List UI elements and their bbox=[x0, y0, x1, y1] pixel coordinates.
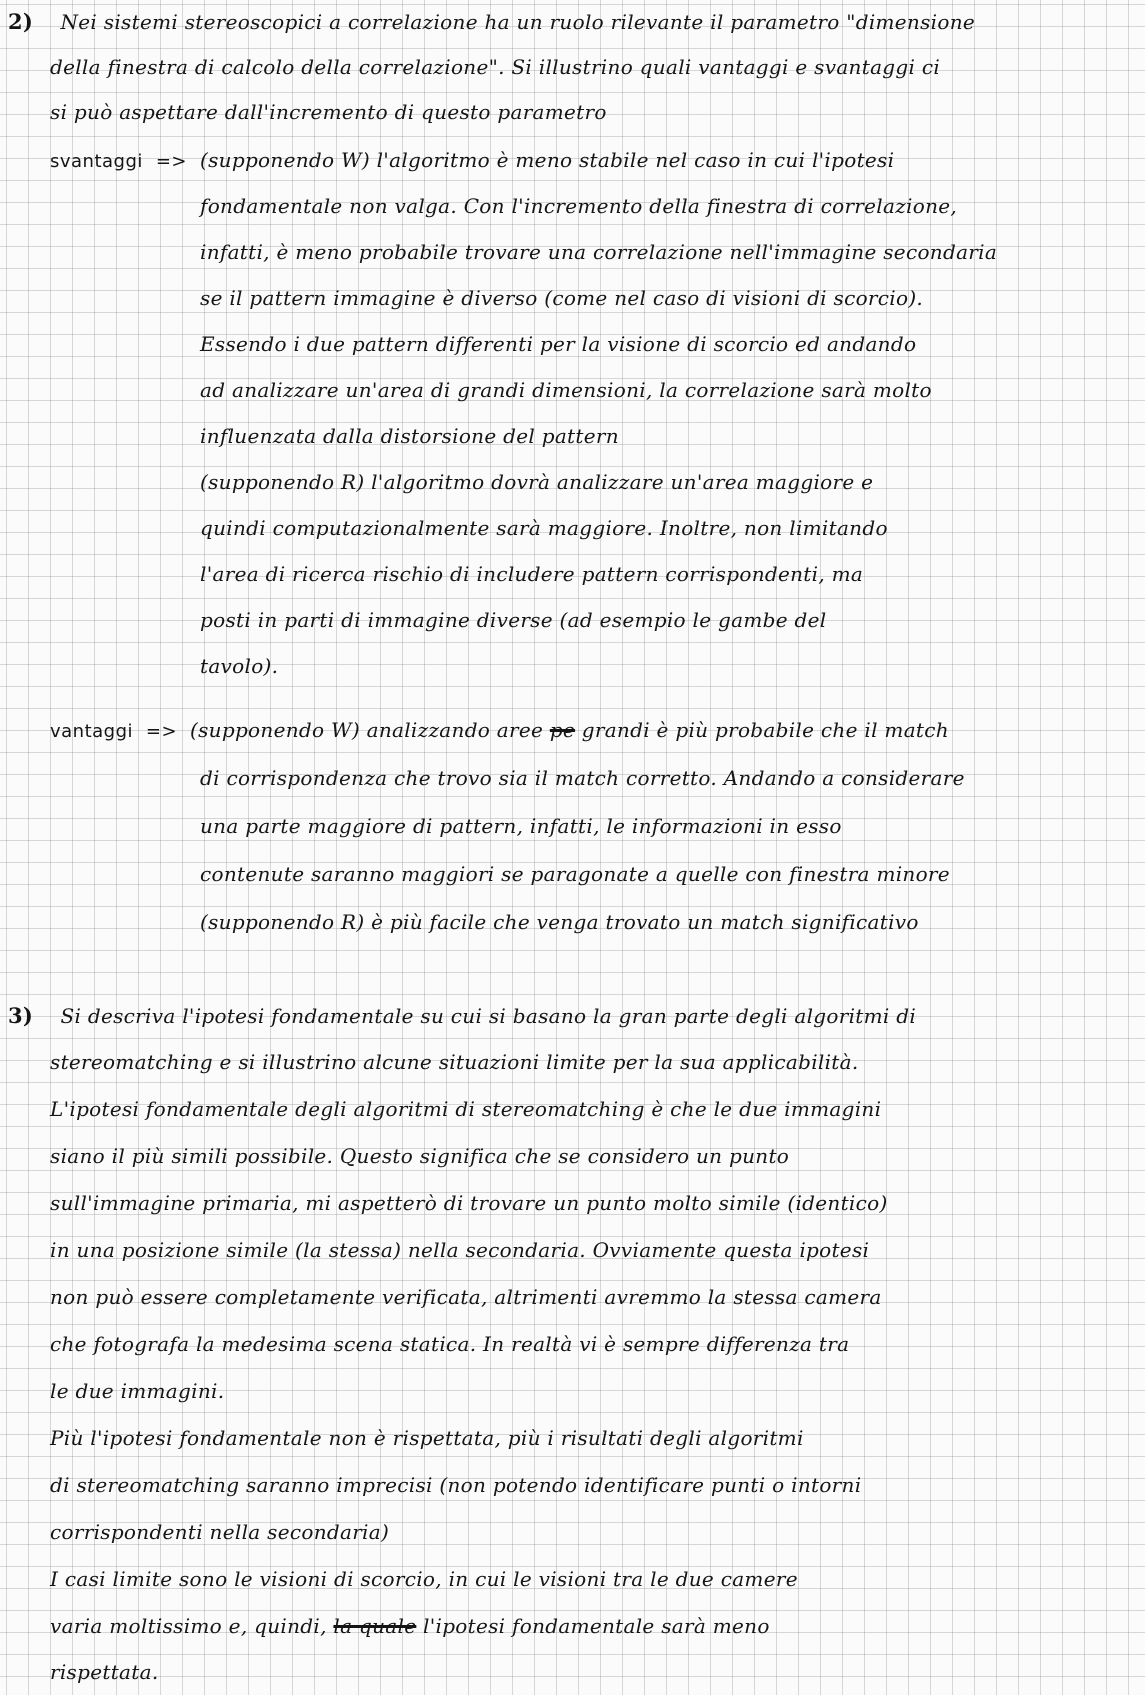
q3-answer-line: siano il più simili possibile. Questo significa che se considero un punto bbox=[50, 1144, 790, 1168]
q3-number: 3) bbox=[8, 1003, 34, 1028]
q3-question-line-2: stereomatching e si illustrino alcune situazioni limite per la sua applicabilità. bbox=[50, 1050, 859, 1074]
q3-answer-line: di stereomatching saranno imprecisi (non potendo identificare punti o intorni bbox=[50, 1473, 862, 1497]
implies-arrow: => bbox=[139, 721, 178, 742]
svantaggi-line: infatti, è meno probabile trovare una correlazione nell'immagine secondaria bbox=[200, 240, 998, 264]
vantaggi-heading bbox=[50, 718, 177, 744]
q2-question-line-1: Nei sistemi stereoscopici a correlazione ha un ruolo rilevante il parametro "dimensione bbox=[60, 10, 976, 34]
svantaggi-line: (supponendo R) l'algoritmo dovrà analizzare un'area maggiore e bbox=[200, 470, 874, 494]
svantaggi-line: Essendo i due pattern differenti per la visione di scorcio ed andando bbox=[200, 332, 917, 356]
svantaggi-line: quindi computazionalmente sarà maggiore. Inoltre, non limitando bbox=[200, 516, 888, 540]
q2-number: 2) bbox=[8, 9, 34, 34]
q2-question-line-3: si può aspettare dall'incremento di questo parametro bbox=[50, 100, 607, 124]
struck-word: la quale bbox=[333, 1614, 417, 1638]
q3-answer-line: L'ipotesi fondamentale degli algoritmi di stereomatching è che le due immagini bbox=[50, 1097, 882, 1121]
vantaggi-line: di corrispondenza che trovo sia il match corretto. Andando a considerare bbox=[200, 766, 965, 790]
q3-answer-line: I casi limite sono le visioni di scorcio, in cui le visioni tra le due camere bbox=[50, 1567, 798, 1591]
svantaggi-heading bbox=[50, 148, 187, 174]
svantaggi-line: tavolo). bbox=[200, 654, 279, 678]
vantaggi-line: (supponendo R) è più facile che venga trovato un match significativo bbox=[200, 910, 919, 934]
vantaggi-line: contenute saranno maggiori se paragonate a quelle con finestra minore bbox=[200, 862, 950, 886]
svantaggi-line: (supponendo W) l'algoritmo è meno stabile nel caso in cui l'ipotesi bbox=[200, 148, 895, 172]
svantaggi-line: ad analizzare un'area di grandi dimensioni, la correlazione sarà molto bbox=[200, 378, 932, 402]
svantaggi-line: fondamentale non valga. Con l'incremento della finestra di correlazione, bbox=[200, 194, 958, 218]
struck-word: pe bbox=[549, 718, 576, 742]
q3-answer-line: che fotografa la medesima scena statica. In realtà vi è sempre differenza tra bbox=[50, 1332, 850, 1356]
vantaggi-line: (supponendo W) analizzando aree pe grandi è più probabile che il match bbox=[190, 718, 949, 742]
q2-line-1 bbox=[8, 10, 975, 34]
vantaggi-label: vantaggi bbox=[50, 721, 134, 742]
svantaggi-line: influenzata dalla distorsione del pattern bbox=[200, 424, 619, 448]
svantaggi-line: l'area di ricerca rischio di includere pattern corrispondenti, ma bbox=[200, 562, 864, 586]
vantaggi-line: una parte maggiore di pattern, infatti, le informazioni in esso bbox=[200, 814, 842, 838]
q3-answer-line: sull'immagine primaria, mi aspetterò di trovare un punto molto simile (identico) bbox=[50, 1191, 888, 1215]
q3-question-line-1: Si descriva l'ipotesi fondamentale su cui si basano la gran parte degli algoritmi di bbox=[60, 1004, 917, 1028]
svantaggi-line: se il pattern immagine è diverso (come nel caso di visioni di scorcio). bbox=[200, 286, 924, 310]
svantaggi-label: svantaggi bbox=[50, 151, 143, 172]
implies-arrow: => bbox=[149, 151, 187, 172]
q3-answer-line: corrispondenti nella secondaria) bbox=[50, 1520, 390, 1544]
q3-answer-line: non può essere completamente verificata, altrimenti avremmo la stessa camera bbox=[50, 1285, 882, 1309]
q3-answer-line: in una posizione simile (la stessa) nella secondaria. Ovviamente questa ipotesi bbox=[50, 1238, 870, 1262]
q3-answer-line: Più l'ipotesi fondamentale non è rispettata, più i risultati degli algoritmi bbox=[50, 1426, 804, 1450]
q3-answer-line: varia moltissimo e, quindi, la quale l'ipotesi fondamentale sarà meno bbox=[50, 1614, 770, 1638]
q3-line-1 bbox=[8, 1004, 916, 1028]
q3-answer-line: le due immagini. bbox=[50, 1379, 225, 1403]
svantaggi-line: posti in parti di immagine diverse (ad esempio le gambe del bbox=[200, 608, 827, 632]
q2-question-line-2: della finestra di calcolo della correlazione". Si illustrino quali vantaggi e svantaggi ci bbox=[50, 55, 941, 79]
q3-final-line: rispettata. bbox=[50, 1660, 159, 1684]
